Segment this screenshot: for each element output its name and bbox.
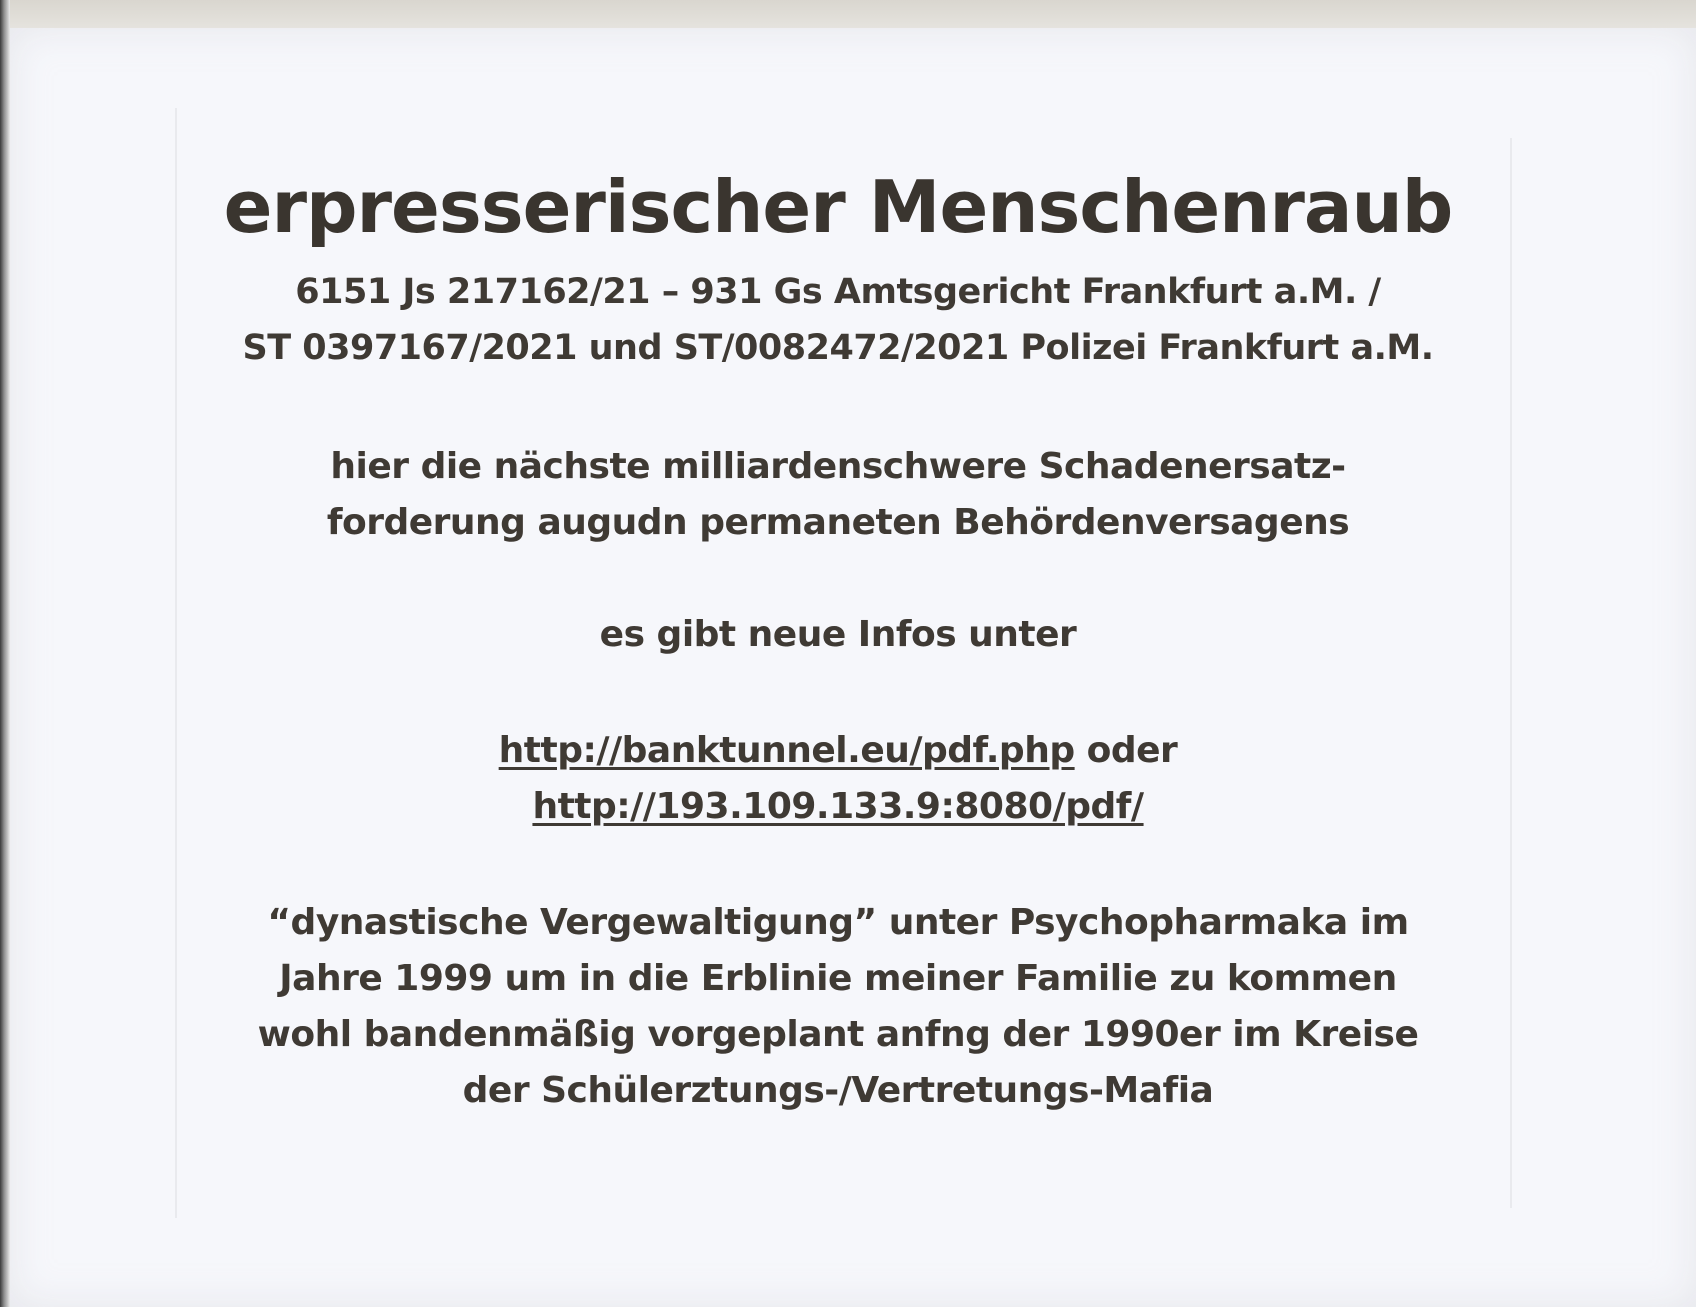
claim-line-1: hier die nächste milliardenschwere Schadenersatz- (330, 446, 1346, 487)
closing-line-4: der Schülerztungs-/Vertretungs-Mafia (462, 1070, 1214, 1111)
closing-line-2: Jahre 1999 um in die Erblinie meiner Familie zu kommen (279, 958, 1397, 999)
claim-line-2: forderung augudn permaneten Behördenversagens (326, 502, 1350, 543)
ip-address-link[interactable]: http://193.109.133.9:8080/pdf/ (532, 786, 1144, 827)
closing-line-1: “dynastische Vergewaltigung” unter Psychopharmaka im (267, 902, 1409, 943)
reference-line-1: 6151 Js 217162/21 – 931 Gs Amtsgericht Frankfurt a.M. / (295, 272, 1381, 312)
link-line-2 (0, 786, 1676, 827)
info-line: es gibt neue Infos unter (599, 614, 1077, 655)
document-title: erpresserischer Menschenraub (223, 165, 1453, 249)
reference-line-2: ST 0397167/2021 und ST/0082472/2021 Polizei Frankfurt a.M. (242, 328, 1434, 368)
link-line-1 (0, 730, 1676, 771)
banktunnel-link[interactable]: http://banktunnel.eu/pdf.php (498, 730, 1075, 771)
link-connector: oder (1074, 730, 1178, 771)
closing-line-3: wohl bandenmäßig vorgeplant anfng der 1990er im Kreise (257, 1014, 1419, 1055)
